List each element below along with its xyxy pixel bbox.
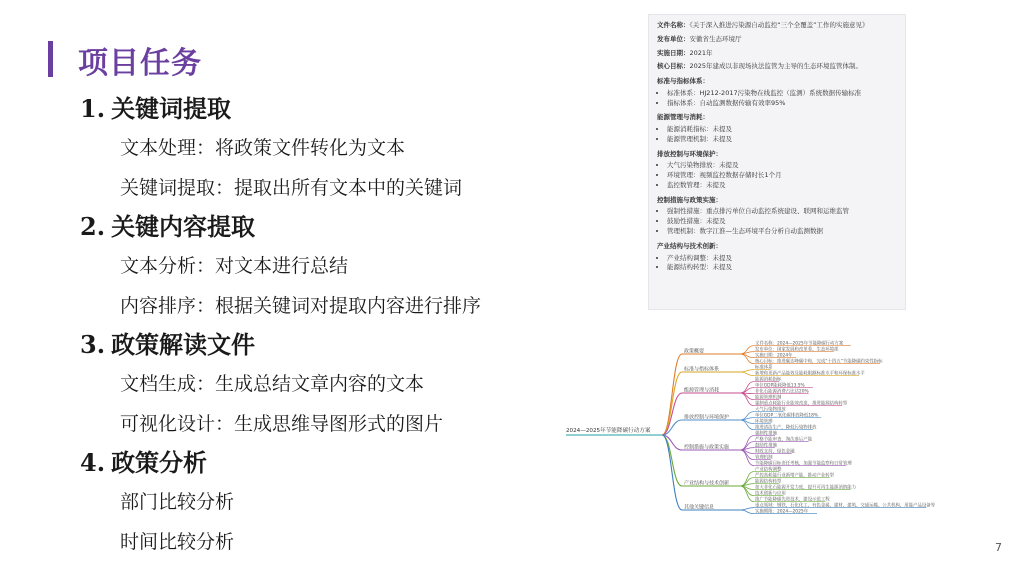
mind-map-leaf-label: 核心目标：推进碳达峰碳中和，完成“十四五”节能降碳约束性指标 (755, 359, 883, 365)
doc-list-item: • 能源管理机制：未提及 (667, 135, 897, 144)
mind-map-svg (562, 336, 1022, 522)
doc-group-heading: 标准与指标体系： (657, 77, 709, 86)
mind-map-leaf-label: 推进清洁生产，降低污染物排放 (755, 425, 817, 431)
mind-map-branch-link (662, 435, 682, 510)
mind-map-leaf-link (740, 484, 754, 486)
mind-map-leaf-link (740, 448, 754, 450)
mind-map-leaf-label: 技术创新与应用 (755, 491, 786, 497)
doc-group-heading: 能源管理与消耗： (657, 113, 709, 122)
policy-mind-map (562, 336, 1022, 522)
page-number: 7 (995, 541, 1002, 554)
doc-list-item: • 监控数管理：未提及 (667, 181, 897, 190)
mind-map-branch-link (662, 393, 682, 435)
doc-field-value: 2025年建成以非现场执法监管为主导的生态环境监管体制。 (689, 62, 863, 71)
mind-map-leaf-label: 强制性措施 (755, 431, 777, 437)
mind-map-leaf-label: 环境管理 (755, 419, 773, 425)
doc-list-item: • 管理机制：数字江淮—生态环境平台分析自动监测数据 (667, 227, 897, 236)
section-heading (80, 208, 600, 246)
mind-map-leaf-link (740, 510, 754, 514)
doc-group-heading: 排放控制与环境保护： (657, 149, 722, 158)
section-title: 关键词提取 (111, 95, 232, 123)
doc-list-item: • 能源结构转型：未提及 (667, 263, 897, 272)
doc-field-row (657, 35, 897, 44)
mind-map-leaf-label: 发布单位：国家发展和改革委、生态环境部 (755, 347, 839, 353)
mind-map-leaf-link (740, 486, 754, 502)
section-item: 可视化设计：生成思维导图形式的图片 (120, 413, 444, 435)
slide-title: 项目任务 (78, 46, 202, 81)
mind-map-leaf-link (740, 418, 754, 420)
mind-map-leaf-label: 推广节能降碳先进技术，建设示范工程 (755, 497, 830, 503)
mind-map-leaf-label: 鼓励性措施 (755, 443, 777, 449)
section-item: 时间比较分析 (120, 531, 235, 553)
mind-map-leaf-link (740, 352, 754, 354)
mind-map-leaf-label: 单位GDP能耗降低13.5% (755, 383, 805, 389)
doc-list-item: • 大气污染物排放：未提及 (667, 161, 897, 170)
section-item: 关键词提取：提取出所有文本中的关键词 (120, 177, 463, 199)
mind-map-leaf-label: 文件名称：2024—2025年节能降碳行动方案 (755, 341, 844, 347)
mind-map-leaf-label: 能源结构转型 (755, 479, 782, 485)
mind-map-leaf-label: 大气污染物排放 (755, 407, 786, 413)
section-item: 文本分析：对文本进行总结 (120, 255, 349, 277)
mind-map-leaf-link (740, 382, 754, 393)
section-item: 文档生成：生成总结文章内容的文本 (120, 373, 425, 395)
doc-group-heading: 产业结构与技术创新： (657, 241, 722, 250)
doc-list-item: • 能源消耗指标：未提及 (667, 125, 897, 134)
mind-map-branch-label: 控制措施与政策实施 (684, 444, 730, 451)
mind-map-branch-label: 产业结构与技术创新 (684, 480, 730, 487)
section-heading (80, 326, 600, 364)
doc-list-item: • 指标体系：自动监测数据传输有效率95% (667, 99, 897, 108)
doc-group-list (657, 207, 897, 235)
task-outline (80, 90, 600, 562)
policy-document-preview (648, 14, 906, 310)
mind-map-leaf-label: 节能降碳目标责任考核，加强节能监察和日常管理 (755, 461, 852, 467)
doc-group-list (657, 254, 897, 273)
doc-list-item: • 鼓励性措施：未提及 (667, 217, 897, 226)
mind-map-leaf-label: 能源管理机制 (755, 395, 782, 401)
section-title: 政策分析 (111, 449, 208, 477)
doc-list-item: • 强制性措施：重点排污单位自动监控系统建设、联网和运维监管 (667, 207, 897, 216)
doc-group-list (657, 125, 897, 144)
mind-map-leaf-label: 产业结构调整 (755, 467, 782, 473)
doc-list-item: • 环境管理：视频监控数据存储时长1个月 (667, 171, 897, 180)
doc-group-heading: 控制措施与政策实施： (657, 195, 722, 204)
doc-field-row (657, 49, 897, 58)
mind-map-leaf-label: 实施期限：2024—2025年 (755, 509, 809, 515)
section-heading (80, 90, 600, 128)
mind-map-root-label: 2024—2025年节能降碳行动方案 (566, 428, 651, 434)
mind-map-branch-label: 政策概要 (684, 348, 705, 355)
doc-field-key: 核心目标： (657, 62, 690, 71)
section-number: 1. (80, 94, 106, 123)
section-number: 2. (80, 212, 106, 241)
doc-field-row (657, 62, 897, 71)
doc-field-key: 实施日期： (657, 48, 690, 57)
doc-group-list (657, 161, 897, 189)
section-item: 内容排序：根据关键词对提取内容进行排序 (120, 295, 482, 317)
section-item: 文本处理：将政策文件转化为文本 (120, 137, 406, 159)
doc-field-key: 发布单位： (657, 34, 690, 43)
mind-map-leaf-label: 强制重点耗能行业能效改造，推进能源结构转型 (755, 401, 848, 407)
mind-map-branch-label: 能源管理与消耗 (684, 387, 720, 394)
mind-map-leaf-label: 严控高耗能行业新增产能，推动产业转型 (755, 473, 835, 479)
section-heading (80, 444, 600, 482)
mind-map-leaf-link (740, 508, 754, 510)
doc-list-item: • 产业结构调整：未提及 (667, 254, 897, 263)
mind-map-leaf-label: 加大非化石能源开发力度，提升可再生能源消纳能力 (755, 485, 856, 491)
mind-map-leaf-label: 单位GDP二氧化碳排放降低18% (755, 413, 819, 419)
mind-map-leaf-label: 财政支持，绿色金融 (755, 449, 795, 455)
doc-field-row (657, 21, 897, 30)
mind-map-leaf-link (740, 370, 754, 372)
mind-map-leaf-link (740, 372, 754, 376)
mind-map-leaf-label: 非化石能源消费占比达20% (755, 389, 809, 395)
mind-map-leaf-label: 严格节能审查，淘汰落后产能 (755, 437, 813, 443)
section-number: 4. (80, 448, 106, 477)
mind-map-branch-label: 排放控制与环境保护 (684, 414, 730, 421)
doc-field-value: 2021年 (689, 48, 713, 57)
mind-map-leaf-label: 管理机制 (755, 455, 773, 461)
doc-field-value: 安徽省生态环境厅 (689, 34, 742, 43)
mind-map-branch-link (662, 372, 682, 435)
doc-field-value: 《关于深入推进污染源自动监控“三个全覆盖”工作的实施意见》 (689, 21, 869, 29)
mind-map-branch-label: 其他关键信息 (684, 504, 715, 511)
mind-map-leaf-label: 能源消耗指标 (755, 377, 782, 383)
section-number: 3. (80, 330, 106, 359)
title-accent-bar (48, 41, 53, 77)
mind-map-leaf-label: 标准体系 (755, 365, 773, 371)
mind-map-leaf-link (740, 450, 754, 466)
mind-map-branch-label: 标准与指标体系 (684, 366, 720, 373)
doc-group-list (657, 89, 897, 108)
doc-field-key: 文件名称： (657, 21, 690, 29)
doc-list-item: • 标准体系：HJ212-2017污染物在线监控（监测）系统数据传输标准 (667, 89, 897, 98)
section-item: 部门比较分析 (120, 491, 235, 513)
mind-map-leaf-label: 实施日期：2024年 (755, 353, 793, 359)
section-title: 关键内容提取 (111, 213, 256, 241)
mind-map-leaf-label: 新增和更新产品能效及能耗限额标准水平和环保标准水平 (755, 371, 865, 377)
section-title: 政策解读文件 (111, 331, 256, 359)
mind-map-leaf-label: 重点领域：钢铁、石化化工、有色金属、建材、建筑、交通运输、公共机构、用能产品设备等 (755, 503, 936, 509)
